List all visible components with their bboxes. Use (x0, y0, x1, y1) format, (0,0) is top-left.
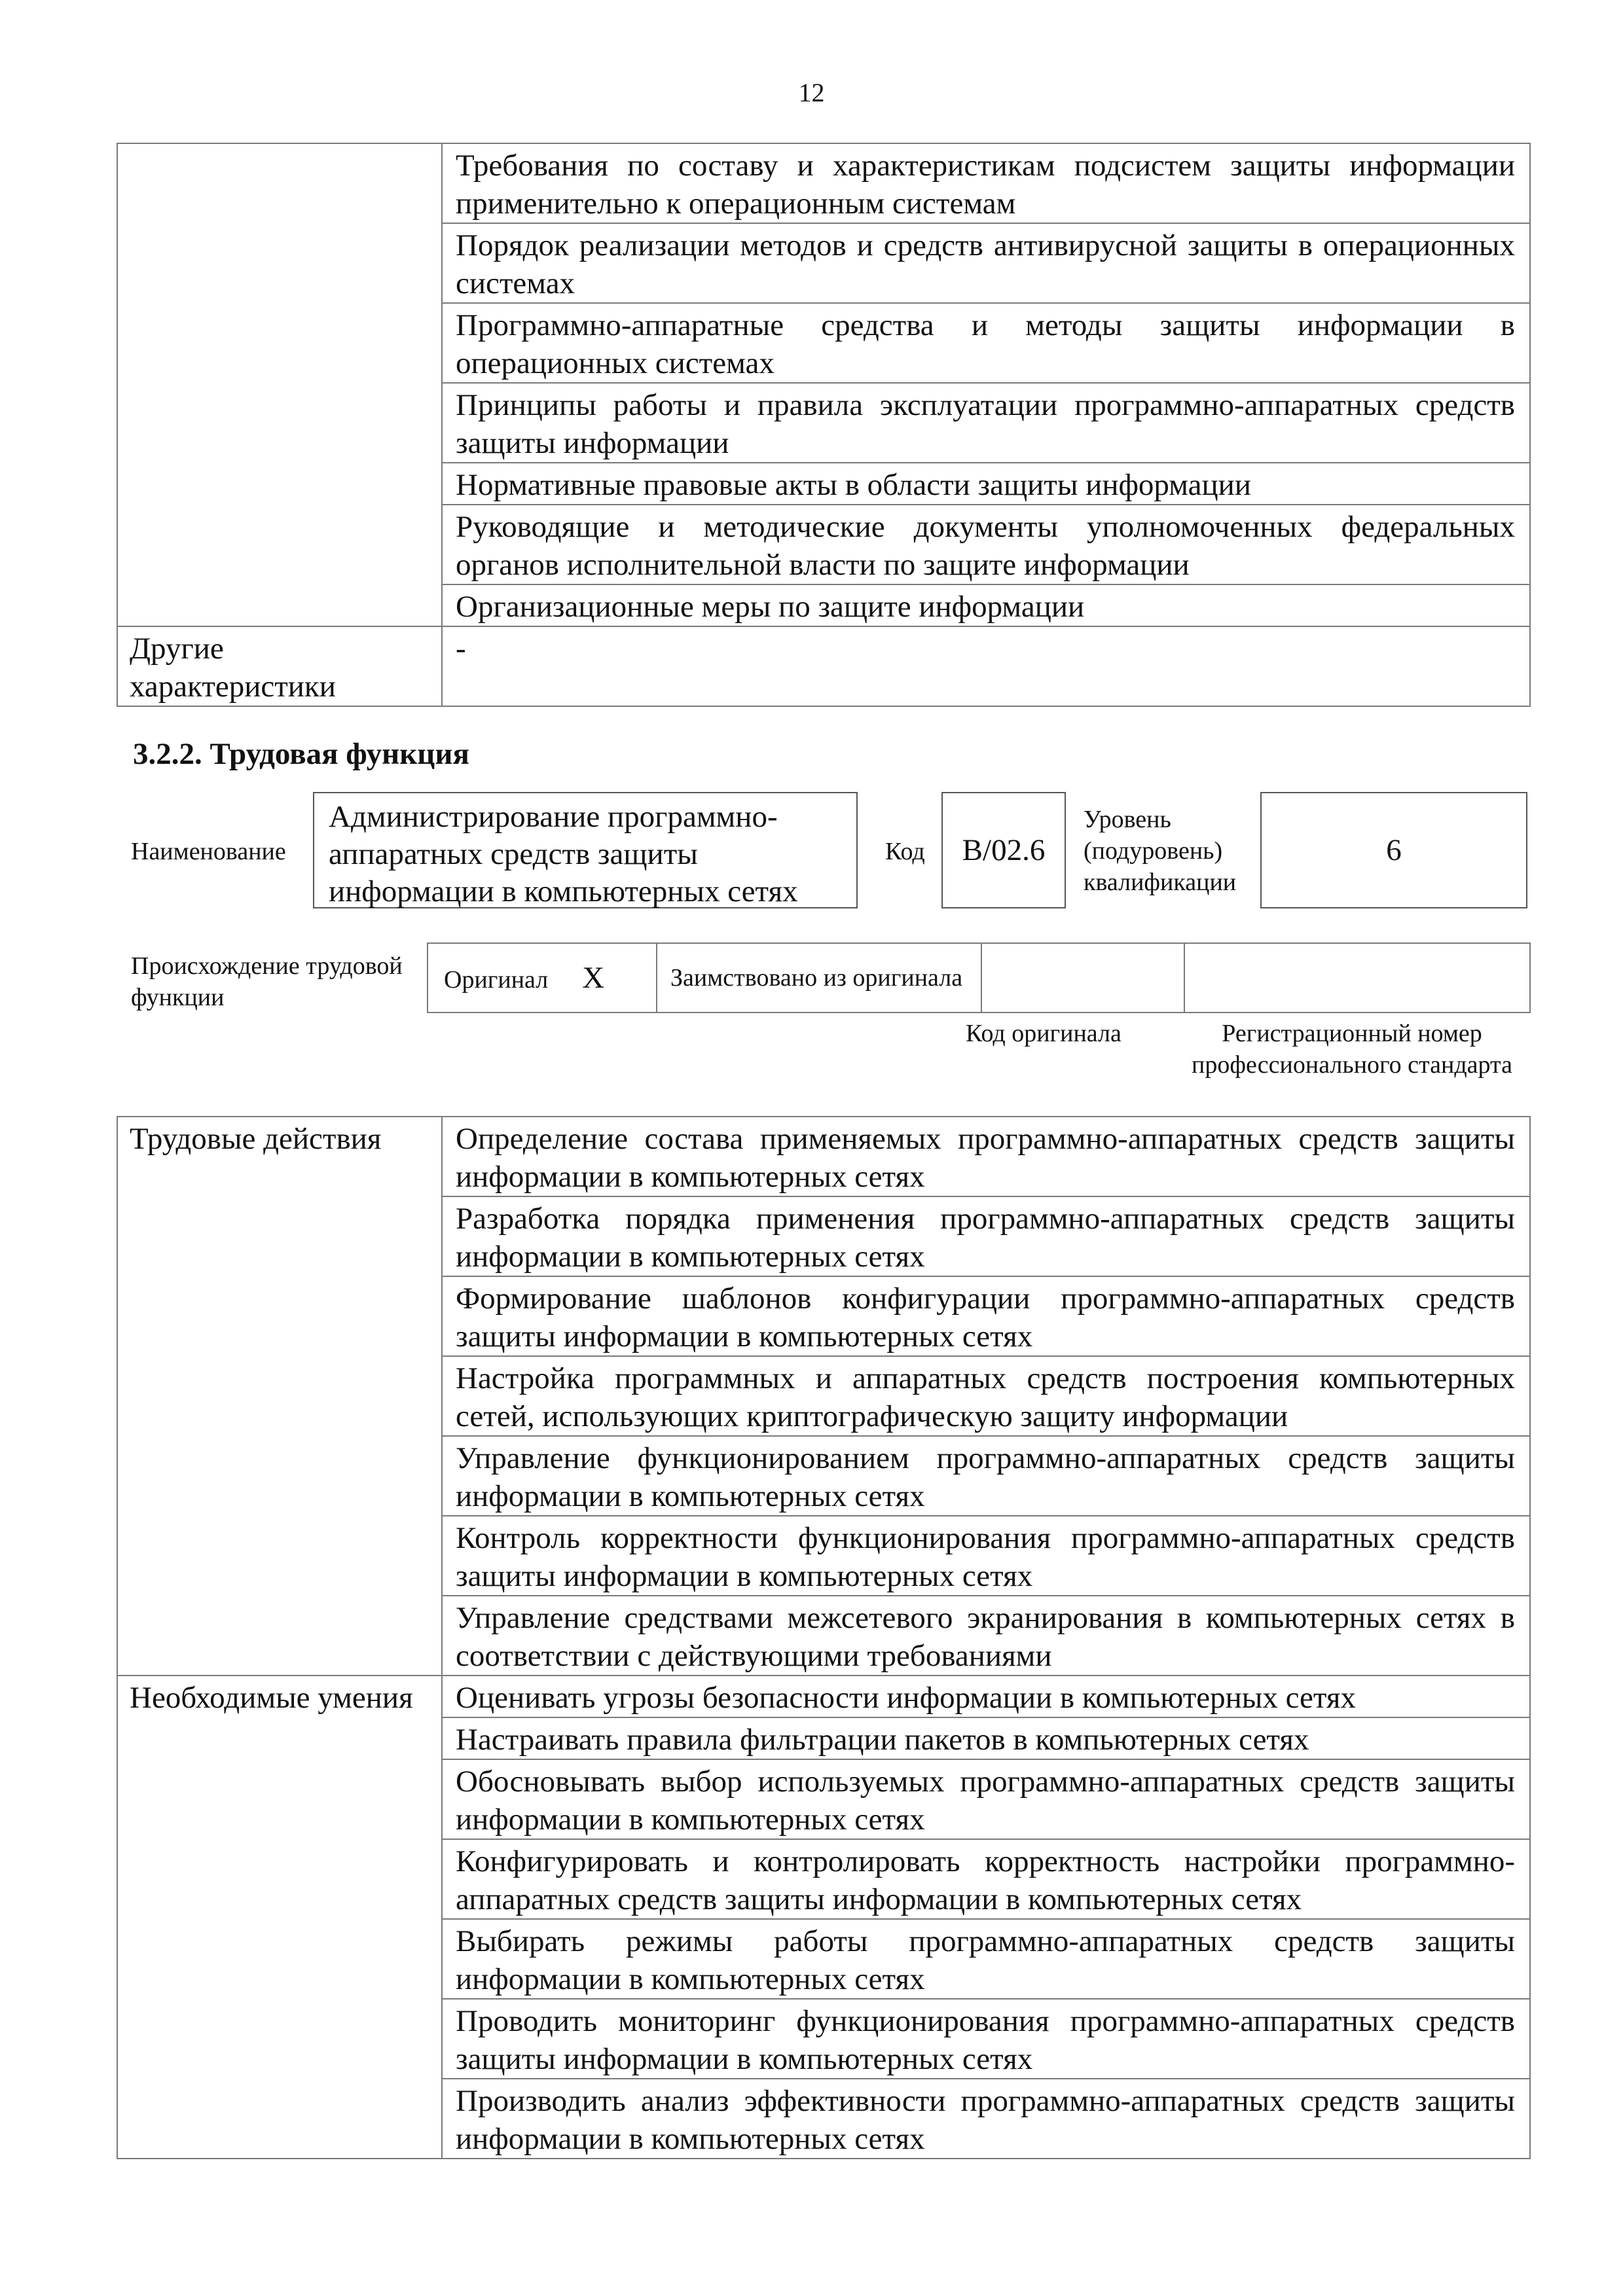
table-cell: Порядок реализации методов и средств антивирусной защиты в операционных системах (442, 223, 1530, 303)
page-number: 12 (798, 78, 825, 107)
table-cell: Проводить мониторинг функционирования программно-аппаратных средств защиты информации в компьютерных сетях (442, 1999, 1530, 2079)
table-cell: Программно-аппаратные средства и методы защиты информации в операционных системах (442, 303, 1530, 383)
table-cell: Настраивать правила фильтрации пакетов в компьютерных сетях (442, 1717, 1530, 1759)
original-mark: X (582, 961, 605, 995)
labor-actions-label: Трудовые действия (117, 1117, 442, 1676)
section-heading: 3.2.2. Трудовая функция (133, 737, 469, 771)
table-cell: Управление средствами межсетевого экранирования в компьютерных сетях в соответствии с действующими требованиями (442, 1596, 1530, 1676)
table-row (117, 1676, 1530, 1717)
table-cell: Определение состава применяемых программно-аппаратных средств защиты информации в компьютерных сетях (442, 1117, 1530, 1196)
original-code-cell (981, 943, 1184, 1013)
table-cell: Управление функционированием программно-аппаратных средств защиты информации в компьютерных сетях (442, 1436, 1530, 1516)
table-row (428, 943, 1530, 1013)
table-cell: Обосновывать выбор используемых программно-аппаратных средств защиты информации в компьютерных сетях (442, 1759, 1530, 1839)
level-box: 6 (1260, 792, 1527, 908)
actions-skills-table (117, 1116, 1531, 2159)
table-cell: Оценивать угрозы безопасности информации в компьютерных сетях (442, 1676, 1530, 1717)
table-row (117, 626, 1530, 706)
code-original-caption: Код оригинала (966, 1020, 1122, 1047)
table-cell: Руководящие и методические документы уполномоченных федеральных органов исполнительной власти по защите информации (442, 505, 1530, 584)
original-label: Оригинал (444, 966, 549, 994)
table-cell: Настройка программных и аппаратных средств построения компьютерных сетей, использующих криптографическую защиту информации (442, 1356, 1530, 1436)
table-cell: Производить анализ эффективности программно-аппаратных средств защиты информации в компьютерных сетях (442, 2079, 1530, 2159)
table-cell: Требования по составу и характеристикам подсистем защиты информации применительно к операционным системам (442, 143, 1530, 223)
empty-label-cell (117, 143, 442, 626)
registration-number-cell (1184, 943, 1530, 1013)
registration-number-caption: Регистрационный номер профессионального стандарта (1192, 1020, 1512, 1079)
table-row (117, 143, 1530, 223)
name-label: Наименование (131, 838, 286, 865)
table-cell: Разработка порядка применения программно-аппаратных средств защиты информации в компьютерных сетях (442, 1196, 1530, 1276)
other-characteristics-label: Другие характеристики (117, 626, 442, 706)
table-cell: Контроль корректности функционирования программно-аппаратных средств защиты информации в компьютерных сетях (442, 1516, 1530, 1596)
borrowed-label: Заимствовано из оригинала (657, 943, 981, 1013)
function-name-box: Администрирование программно-аппаратных средств защиты информации в компьютерных сетях (313, 792, 858, 908)
table-cell: Конфигурировать и контролировать корректность настройки программно-аппаратных средств защиты информации в компьютерных сетях (442, 1839, 1530, 1919)
table-row (117, 1117, 1530, 1196)
code-box: B/02.6 (941, 792, 1066, 908)
other-characteristics-value: - (442, 626, 1530, 706)
table-cell: Организационные меры по защите информации (442, 584, 1530, 626)
table-cell: Выбирать режимы работы программно-аппаратных средств защиты информации в компьютерных сетях (442, 1919, 1530, 1999)
level-label: Уровень (подуровень) квалификации (1084, 806, 1237, 896)
required-skills-label: Необходимые умения (117, 1676, 442, 2159)
table-cell: Формирование шаблонов конфигурации программно-аппаратных средств защиты информации в компьютерных сетях (442, 1276, 1530, 1356)
table-cell: Нормативные правовые акты в области защиты информации (442, 463, 1530, 505)
knowledge-table (117, 143, 1531, 707)
table-cell: Принципы работы и правила эксплуатации программно-аппаратных средств защиты информации (442, 383, 1530, 463)
code-label: Код (885, 838, 925, 865)
origin-label: Происхождение трудовой функции (131, 952, 403, 1011)
original-cell (428, 943, 657, 1013)
origin-table (427, 942, 1531, 1013)
